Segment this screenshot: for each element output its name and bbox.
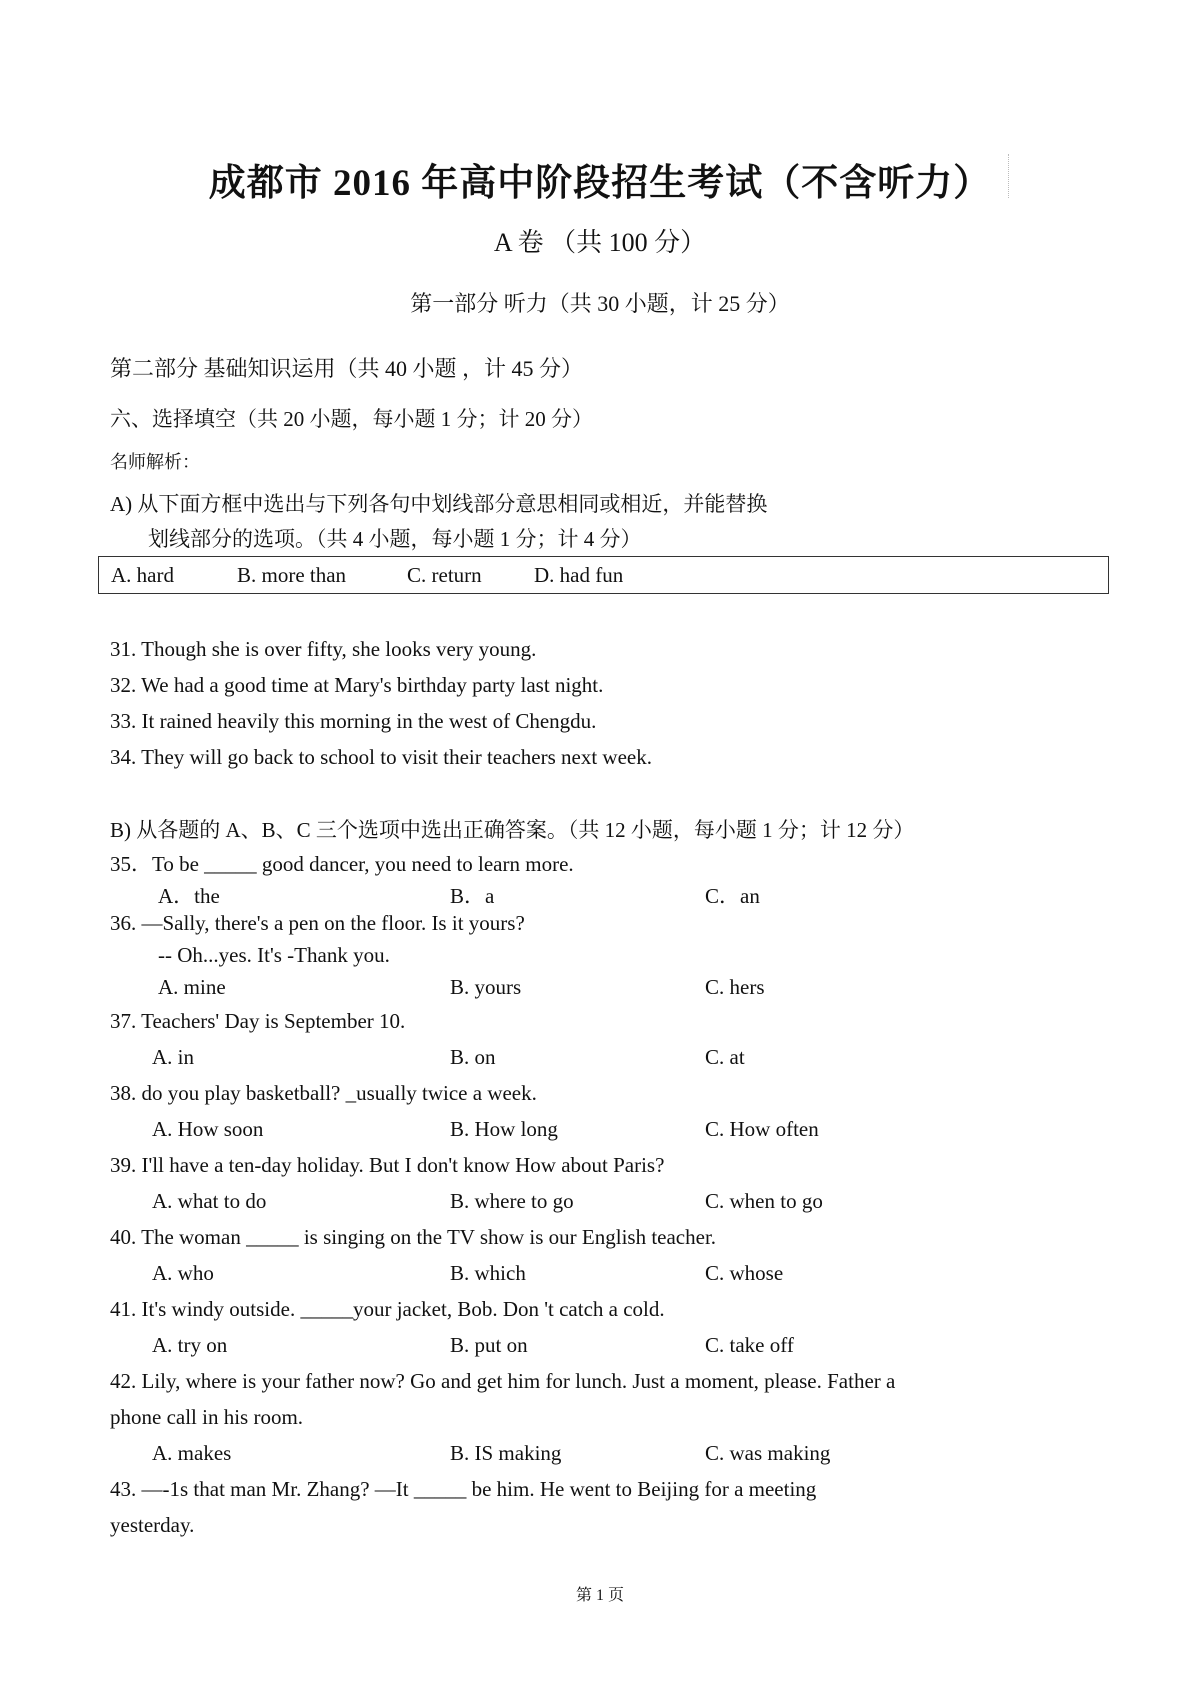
- option-b: B. on: [450, 1045, 496, 1069]
- part2-heading: 第二部分 基础知识运用（共 40 小题 ，计 45 分）: [110, 356, 584, 381]
- option-a: A. who: [152, 1261, 214, 1285]
- sentence-34: 34. They will go back to school to visit their teachers next week.: [110, 745, 652, 769]
- option-a: A. try on: [152, 1333, 228, 1357]
- question-stem-continued: phone call in his room.: [110, 1405, 304, 1429]
- partA-instruction-1: A) 从下面方框中选出与下列各句中划线部分意思相同或相近，并能替换: [110, 492, 768, 516]
- question-stem: 35．To be _____ good dancer, you need to learn more.: [110, 852, 574, 876]
- question-stem-continued: -- Oh...yes. It's -Thank you.: [158, 943, 390, 967]
- question-stem-continued: yesterday.: [110, 1513, 195, 1537]
- option-a: A. mine: [158, 975, 226, 999]
- option-b: B．a: [450, 884, 495, 908]
- question-stem: 38. do you play basketball? _usually twice a week.: [110, 1081, 537, 1105]
- option-c: C. when to go: [705, 1189, 823, 1213]
- box-option: D. had fun: [534, 563, 624, 587]
- page-number: 第 1 页: [575, 1587, 624, 1604]
- sentence-33: 33. It rained heavily this morning in the west of Chengdu.: [110, 709, 597, 733]
- option-c: C. was making: [705, 1441, 831, 1465]
- part1-heading: 第一部分 听力（共 30 小题，计 25 分）: [410, 291, 790, 316]
- section6-title: 六、选择填空（共 20 小题，每小题 1 分；计 20 分）: [110, 407, 593, 431]
- option-a: A. what to do: [152, 1189, 267, 1213]
- option-b: B. IS making: [450, 1441, 562, 1465]
- sentence-32: 32. We had a good time at Mary's birthday party last night.: [110, 673, 604, 697]
- option-b: B. yours: [450, 975, 522, 999]
- question-stem: 40. The woman _____ is singing on the TV show is our English teacher.: [110, 1225, 717, 1249]
- option-c: C. How often: [705, 1117, 819, 1141]
- divider: [1008, 154, 1010, 198]
- option-c: C. at: [705, 1045, 745, 1069]
- exam-subtitle: A 卷 （共 100 分）: [493, 228, 707, 257]
- sentence-31: 31. Though she is over fifty, she looks very young.: [110, 637, 537, 661]
- partA-instruction-2: 划线部分的选项。（共 4 小题，每小题 1 分；计 4 分）: [148, 527, 642, 551]
- question-stem: 37. Teachers' Day is September 10.: [110, 1009, 406, 1033]
- question-stem: 41. It's windy outside. _____your jacket, Bob. Don 't catch a cold.: [110, 1297, 665, 1321]
- teacher-note: 名师解析：: [110, 452, 200, 472]
- question-stem: 42. Lily, where is your father now? Go and get him for lunch. Just a moment, please. Father a: [110, 1369, 896, 1393]
- question-stem: 39. I'll have a ten-day holiday. But I don't know How about Paris?: [110, 1153, 665, 1177]
- word-box: [98, 556, 1109, 594]
- option-c: C. whose: [705, 1261, 784, 1285]
- box-option: B. more than: [237, 563, 347, 587]
- option-b: B. put on: [450, 1333, 528, 1357]
- option-a: A. How soon: [152, 1117, 264, 1141]
- box-option: C. return: [407, 563, 482, 587]
- option-b: B. which: [450, 1261, 526, 1285]
- option-c: C. take off: [705, 1333, 794, 1357]
- option-b: B. where to go: [450, 1189, 574, 1213]
- partB-instruction: B) 从各题的 A、B、C 三个选项中选出正确答案。（共 12 小题，每小题 1 分；计 12 分）: [110, 818, 915, 842]
- question-stem: 36. —Sally, there's a pen on the floor. Is it yours?: [110, 911, 525, 935]
- option-b: B. How long: [450, 1117, 558, 1141]
- option-a: A. in: [152, 1045, 194, 1069]
- option-a: A. makes: [152, 1441, 232, 1465]
- option-c: C. hers: [705, 975, 765, 999]
- box-option: A. hard: [111, 563, 174, 587]
- option-c: C．an: [705, 884, 760, 908]
- exam-title: 成都市 2016 年高中阶段招生考试（不含听力）: [208, 163, 992, 204]
- question-stem: 43. —-1s that man Mr. Zhang? —It _____ be him. He went to Beijing for a meeting: [110, 1477, 817, 1501]
- option-a: A．the: [158, 884, 220, 908]
